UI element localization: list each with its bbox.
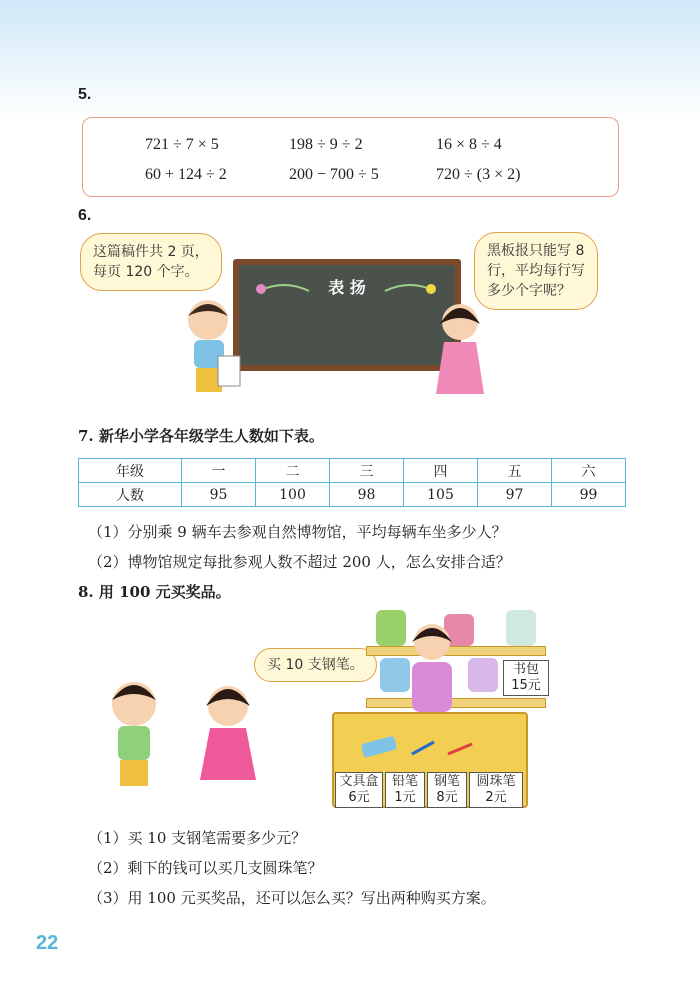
girl-illustration (192, 676, 268, 806)
expression: 16 × 8 ÷ 4 (436, 136, 502, 153)
price-value: 15元 (511, 678, 541, 693)
bubble-line: 多少个字呢？ (487, 283, 571, 299)
table-cell: 人数 (79, 483, 182, 507)
table-cell: 三 (330, 459, 404, 483)
page-number: 22 (36, 932, 59, 954)
speech-bubble-buy (254, 648, 377, 682)
price-tag-fountain-pen (427, 772, 467, 808)
header-band (0, 0, 700, 120)
bag-price-tag (503, 660, 549, 696)
table-cell: 四 (404, 459, 478, 483)
table-cell: 99 (552, 483, 626, 507)
bubble-line: 黑板报只能写 8 (487, 243, 585, 259)
grade-table (78, 458, 626, 507)
blackboard-title: 表 扬 (328, 278, 366, 297)
table-cell: 105 (404, 483, 478, 507)
shopkeeper-illustration (402, 620, 462, 716)
stationery-items-illustration (360, 736, 480, 762)
price-tag-ballpoint-pen (469, 772, 523, 808)
price-value: 2元 (485, 790, 507, 805)
price-item: 书包 (512, 662, 539, 677)
price-item: 文具盒 (339, 774, 379, 789)
table-cell: 五 (478, 459, 552, 483)
table-cell: 97 (478, 483, 552, 507)
question-7-title: 7. 新华小学各年级学生人数如下表。 (78, 427, 324, 445)
expression: 200 − 700 ÷ 5 (289, 166, 379, 183)
expression: 721 ÷ 7 × 5 (145, 136, 219, 153)
question-5-number: 5. (78, 86, 92, 103)
bubble-line: 这篇稿件共 2 页， (93, 244, 209, 260)
boy-holding-paper-illustration (178, 296, 248, 406)
price-value: 6元 (348, 790, 370, 805)
question-8-title: 8. 用 100 元买奖品。 (78, 583, 231, 601)
question-8-sub-3: （3）用 100 元买奖品，还可以怎么买？写出两种购买方案。 (88, 889, 496, 907)
price-value: 1元 (394, 790, 416, 805)
price-item: 铅笔 (391, 774, 418, 789)
bubble-line: 行，平均每行写 (487, 263, 585, 279)
price-item: 圆珠笔 (476, 774, 516, 789)
calculation-box (82, 117, 619, 197)
blackboard (233, 259, 461, 371)
table-cell: 年级 (79, 459, 182, 483)
expression: 60 + 124 ÷ 2 (145, 166, 227, 183)
table-row (79, 459, 626, 483)
question-8-sub-1: （1）买 10 支钢笔需要多少元？ (88, 829, 307, 847)
question-6-number: 6. (78, 207, 92, 224)
price-item: 钢笔 (433, 774, 460, 789)
question-8-sub-2: （2）剩下的钱可以买几支圆珠笔？ (88, 859, 323, 877)
price-value: 8元 (436, 790, 458, 805)
table-cell: 一 (182, 459, 256, 483)
expression: 720 ÷ (3 × 2) (436, 166, 521, 183)
speech-bubble-right (474, 232, 598, 310)
table-cell: 六 (552, 459, 626, 483)
table-cell: 100 (256, 483, 330, 507)
question-7-sub-1: （1）分别乘 9 辆车去参观自然博物馆，平均每辆车坐多少人？ (88, 523, 507, 541)
table-cell: 98 (330, 483, 404, 507)
bubble-line: 买 10 支钢笔。 (267, 657, 364, 673)
boy-illustration (96, 676, 172, 806)
price-tag-pencil-box (335, 772, 383, 808)
table-cell: 95 (182, 483, 256, 507)
flower-decoration-icon (239, 271, 455, 311)
table-cell: 二 (256, 459, 330, 483)
speech-bubble-left (80, 233, 222, 291)
girl-pointing-illustration (432, 298, 492, 402)
table-row (79, 483, 626, 507)
bubble-line: 每页 120 个字。 (93, 264, 199, 280)
price-tag-pencil (385, 772, 425, 808)
question-7-sub-2: （2）博物馆规定每批参观人数不超过 200 人，怎么安排合适？ (88, 553, 511, 571)
expression: 198 ÷ 9 ÷ 2 (289, 136, 363, 153)
